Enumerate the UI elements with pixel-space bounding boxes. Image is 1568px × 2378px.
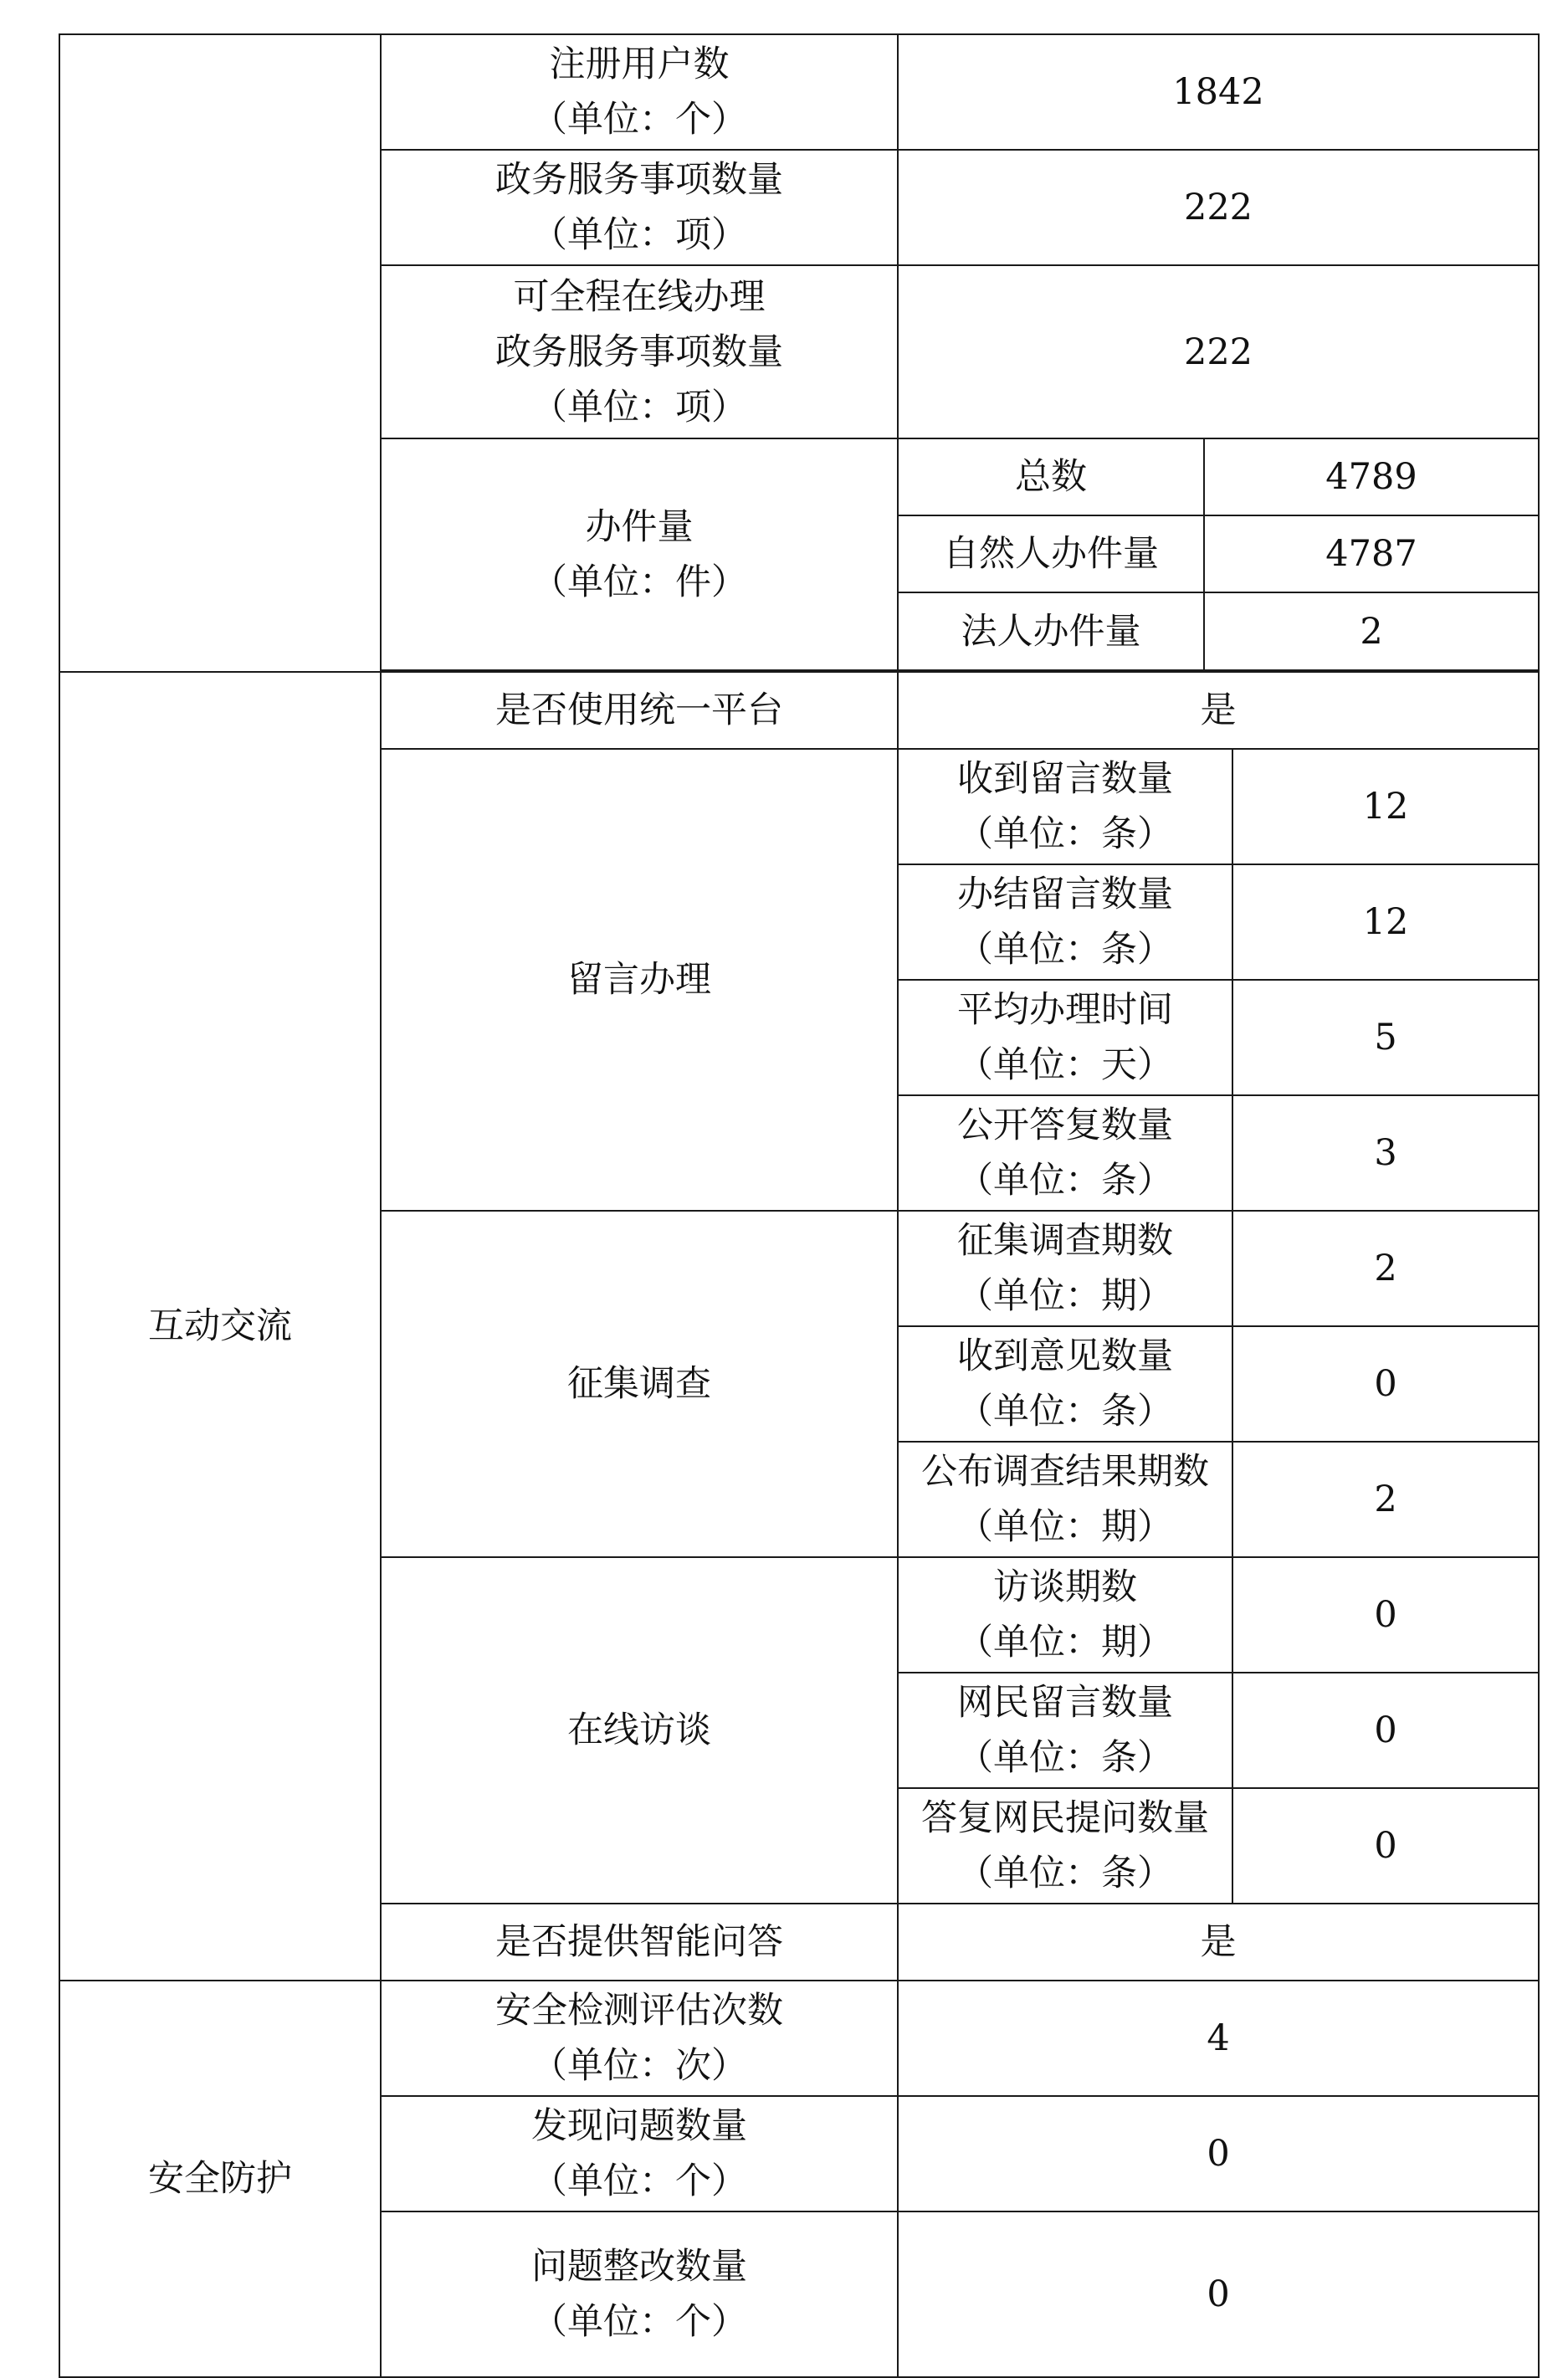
value-cell: 3 — [1232, 1095, 1539, 1211]
table-row — [59, 1981, 1539, 2096]
value-cell: 4787 — [1204, 515, 1539, 592]
value-cell: 2 — [1232, 1442, 1539, 1557]
item-label-cell: 收到留言数量 （单位：条） — [898, 749, 1232, 864]
value-cell: 5 — [1232, 980, 1539, 1095]
group-label-cell: 在线访谈 — [381, 1557, 898, 1904]
value-cell: 222 — [898, 265, 1539, 438]
group-label-cell: 留言办理 — [381, 749, 898, 1211]
category-cell-empty — [59, 34, 381, 672]
value-cell: 4 — [898, 1981, 1539, 2096]
label-cell: 是否提供智能问答 — [381, 1904, 898, 1981]
value-cell: 0 — [1232, 1326, 1539, 1442]
item-label-cell: 答复网民提问数量 （单位：条） — [898, 1788, 1232, 1904]
statistics-table — [59, 33, 1540, 2378]
value-cell: 2 — [1204, 592, 1539, 670]
label-cell: 办件量 （单位：件） — [381, 438, 898, 670]
value-cell: 0 — [1232, 1788, 1539, 1904]
value-cell: 4789 — [1204, 438, 1539, 515]
item-label-cell: 收到意见数量 （单位：条） — [898, 1326, 1232, 1442]
item-label-cell: 访谈期数 （单位：期） — [898, 1557, 1232, 1673]
table-row — [59, 34, 1539, 150]
table-row — [59, 672, 1539, 749]
item-label-cell: 平均办理时间 （单位：天） — [898, 980, 1232, 1095]
item-label-cell: 公布调查结果期数 （单位：期） — [898, 1442, 1232, 1557]
value-cell: 12 — [1232, 749, 1539, 864]
item-label-cell: 办结留言数量 （单位：条） — [898, 864, 1232, 980]
sub-label-cell: 自然人办件量 — [898, 515, 1204, 592]
value-cell: 是 — [898, 1904, 1539, 1981]
category-cell: 互动交流 — [59, 672, 381, 1981]
item-label-cell: 征集调查期数 （单位：期） — [898, 1211, 1232, 1326]
label-cell: 是否使用统一平台 — [381, 672, 898, 749]
value-cell: 12 — [1232, 864, 1539, 980]
label-cell: 问题整改数量 （单位：个） — [381, 2211, 898, 2377]
category-cell: 安全防护 — [59, 1981, 381, 2377]
value-cell: 0 — [1232, 1673, 1539, 1788]
label-cell: 注册用户数 （单位：个） — [381, 34, 898, 150]
value-cell: 是 — [898, 672, 1539, 749]
value-cell: 1842 — [898, 34, 1539, 150]
value-cell: 0 — [898, 2211, 1539, 2377]
value-cell: 0 — [898, 2096, 1539, 2211]
item-label-cell: 网民留言数量 （单位：条） — [898, 1673, 1232, 1788]
label-cell: 可全程在线办理 政务服务事项数量 （单位：项） — [381, 265, 898, 438]
label-cell: 政务服务事项数量 （单位：项） — [381, 150, 898, 265]
label-cell: 安全检测评估次数 （单位：次） — [381, 1981, 898, 2096]
value-cell: 2 — [1232, 1211, 1539, 1326]
value-cell: 0 — [1232, 1557, 1539, 1673]
label-cell: 发现问题数量 （单位：个） — [381, 2096, 898, 2211]
group-label-cell: 征集调查 — [381, 1211, 898, 1557]
value-cell: 222 — [898, 150, 1539, 265]
item-label-cell: 公开答复数量 （单位：条） — [898, 1095, 1232, 1211]
sub-label-cell: 法人办件量 — [898, 592, 1204, 670]
sub-label-cell: 总数 — [898, 438, 1204, 515]
